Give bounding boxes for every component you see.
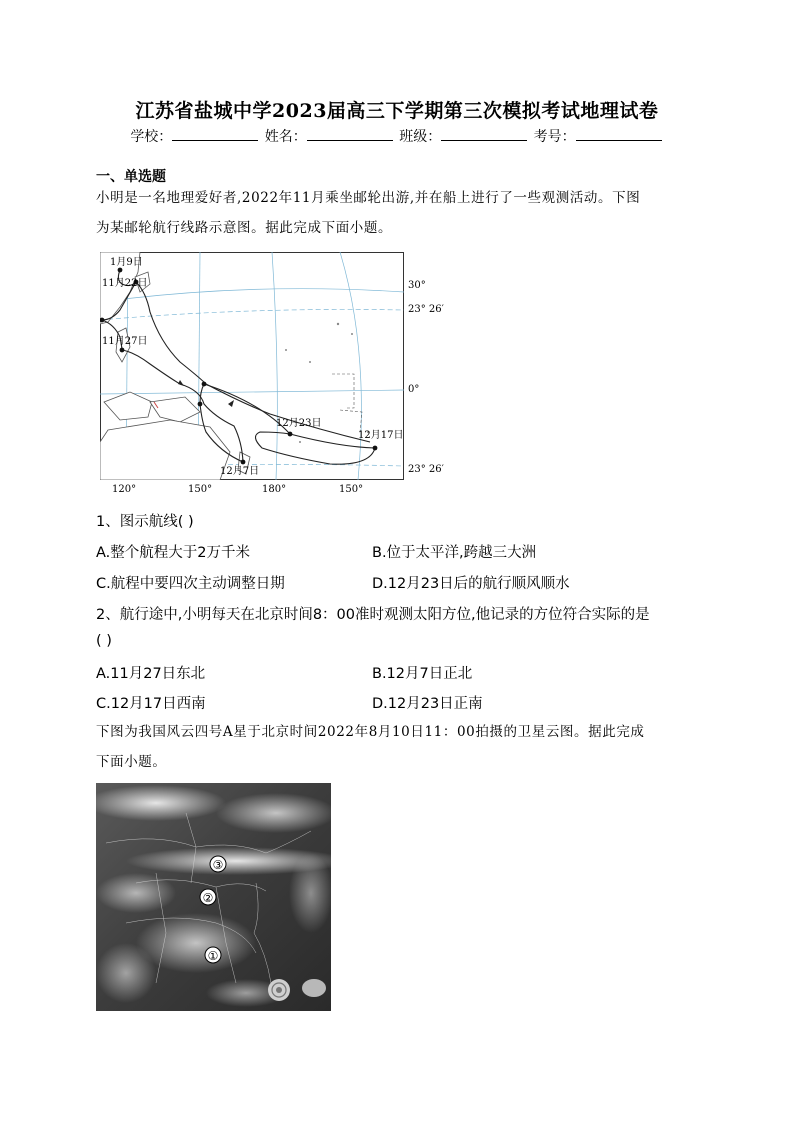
map-date-label: 11月27日 xyxy=(102,336,148,347)
name-blank[interactable] xyxy=(307,128,393,141)
intro-1-line-2: 为某邮轮航行线路示意图。据此完成下面小题。 xyxy=(96,220,393,236)
q1-option-a[interactable]: A.整个航程大于2万千米 xyxy=(96,545,250,561)
lat-label: 0° xyxy=(408,384,420,395)
school-label: 学校： xyxy=(130,129,173,145)
lon-label: 150° xyxy=(339,484,364,495)
section-heading: 一、单选题 xyxy=(96,169,166,185)
map-date-label: 11月22日 xyxy=(102,278,148,289)
map-graticule-labels xyxy=(96,252,456,498)
q2-option-a[interactable]: A.11月27日东北 xyxy=(96,666,206,682)
map-date-label: 1月9日 xyxy=(110,257,143,268)
lon-label: 120° xyxy=(112,484,137,495)
intro-2-line-2: 下面小题。 xyxy=(96,754,167,770)
exam-title: 江苏省盐城中学2023届高三下学期第三次模拟考试地理试卷 xyxy=(135,100,659,122)
marker-1: ① xyxy=(207,949,219,963)
q1-option-c[interactable]: C.航程中要四次主动调整日期 xyxy=(96,576,285,592)
map-date-label: 12月23日 xyxy=(276,418,322,429)
satellite-cloud-image xyxy=(96,783,331,1011)
number-blank[interactable] xyxy=(576,128,662,141)
question-2-stem-line-2: ( ) xyxy=(96,633,112,649)
lat-label: 23° 26′ xyxy=(408,304,444,315)
lat-label: 23° 26′ xyxy=(408,464,444,475)
map-date-label: 12月17日 xyxy=(358,430,404,441)
q2-option-c[interactable]: C.12月17日西南 xyxy=(96,696,206,712)
map-date-label: 12月7日 xyxy=(220,466,260,477)
marker-3: ③ xyxy=(212,858,224,872)
intro-1-line-1: 小明是一名地理爱好者,2022年11月乘坐邮轮出游,并在船上进行了一些观测活动。下图 xyxy=(96,190,641,206)
q1-option-b[interactable]: B.位于太平洋,跨越三大洲 xyxy=(372,545,537,561)
q2-option-b[interactable]: B.12月7日正北 xyxy=(372,666,473,682)
intro-2-line-1: 下图为我国风云四号A星于北京时间2022年8月10日11：00拍摄的卫星云图。据此完成 xyxy=(96,724,645,740)
marker-2: ② xyxy=(202,891,214,905)
class-blank[interactable] xyxy=(441,128,527,141)
q1-option-d[interactable]: D.12月23日后的航行顺风顺水 xyxy=(372,576,570,592)
class-label: 班级： xyxy=(399,129,442,145)
lon-label: 150° xyxy=(188,484,213,495)
question-2-stem-line-1: 2、航行途中,小明每天在北京时间8：00准时观测太阳方位,他记录的方位符合实际的是 xyxy=(96,607,650,623)
school-blank[interactable] xyxy=(172,128,258,141)
question-1-stem: 1、图示航线( ) xyxy=(96,514,194,530)
lon-label: 180° xyxy=(262,484,287,495)
intro-paragraph-1 xyxy=(96,183,706,243)
student-info-line xyxy=(0,126,794,146)
number-label: 考号： xyxy=(533,129,576,145)
q2-option-d[interactable]: D.12月23日正南 xyxy=(372,696,483,712)
intro-paragraph-2 xyxy=(96,717,706,777)
name-label: 姓名： xyxy=(264,129,307,145)
lat-label: 30° xyxy=(408,280,426,291)
